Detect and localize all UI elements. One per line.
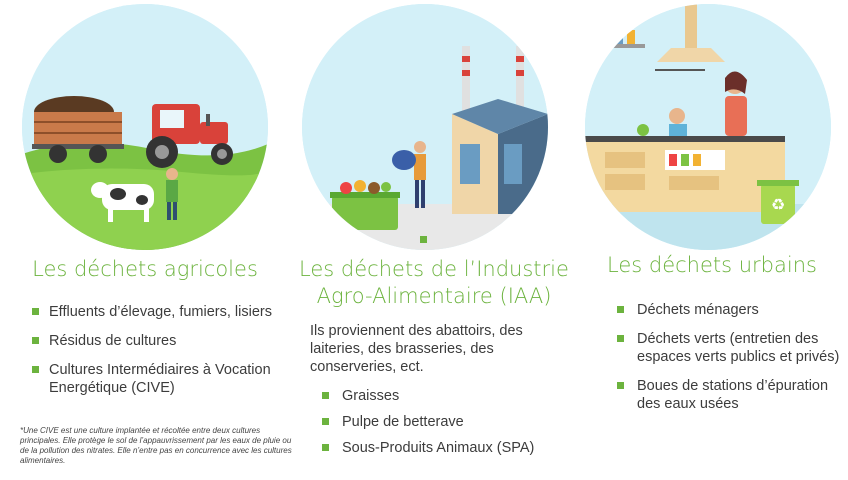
list-item: Effluents d’élevage, fumiers, lisiers bbox=[32, 303, 282, 321]
farm-illustration bbox=[22, 4, 268, 250]
list-item: Pulpe de betterave bbox=[322, 413, 562, 431]
list-iaa bbox=[322, 387, 562, 465]
list-urbains bbox=[617, 301, 842, 424]
list-item: Cultures Intermédiaires à Vocation Energétique (CIVE) bbox=[32, 361, 282, 397]
factory-illustration bbox=[302, 4, 548, 250]
list-item: Sous-Produits Animaux (SPA) bbox=[322, 439, 562, 457]
iaa-intro: Ils proviennent des abattoirs, des laiteries, des brasseries, des conserveries, ect. bbox=[310, 323, 523, 375]
title-urbains: Les déchets urbains bbox=[607, 253, 817, 277]
separator-dot bbox=[420, 236, 427, 243]
list-item: Déchets verts (entretien des espaces verts publics et privés) bbox=[617, 330, 842, 366]
cive-footnote: *Une CIVE est une culture implantée et récoltée entre deux cultures principales. Elle protège le sol de l’appauvrissement par les eaux de pluie ou de la pollution des nitrates. Elle n’entre pas en concurrence avec les cultures alimentaires. bbox=[20, 426, 292, 465]
list-item: Déchets ménagers bbox=[617, 301, 842, 319]
title-agricoles: Les déchets agricoles bbox=[32, 257, 258, 281]
svg-text:♻: ♻ bbox=[770, 195, 786, 214]
list-item: Résidus de cultures bbox=[32, 332, 282, 350]
title-iaa-line1: Les déchets de l’Industrie bbox=[299, 257, 569, 281]
title-iaa-line2: Agro-Alimentaire (IAA) bbox=[316, 284, 552, 308]
list-agricoles bbox=[32, 303, 282, 397]
title-iaa bbox=[296, 256, 572, 310]
kitchen-illustration bbox=[585, 4, 831, 250]
list-item: Graisses bbox=[322, 387, 562, 405]
list-item: Boues de stations d’épuration des eaux usées bbox=[617, 377, 842, 413]
